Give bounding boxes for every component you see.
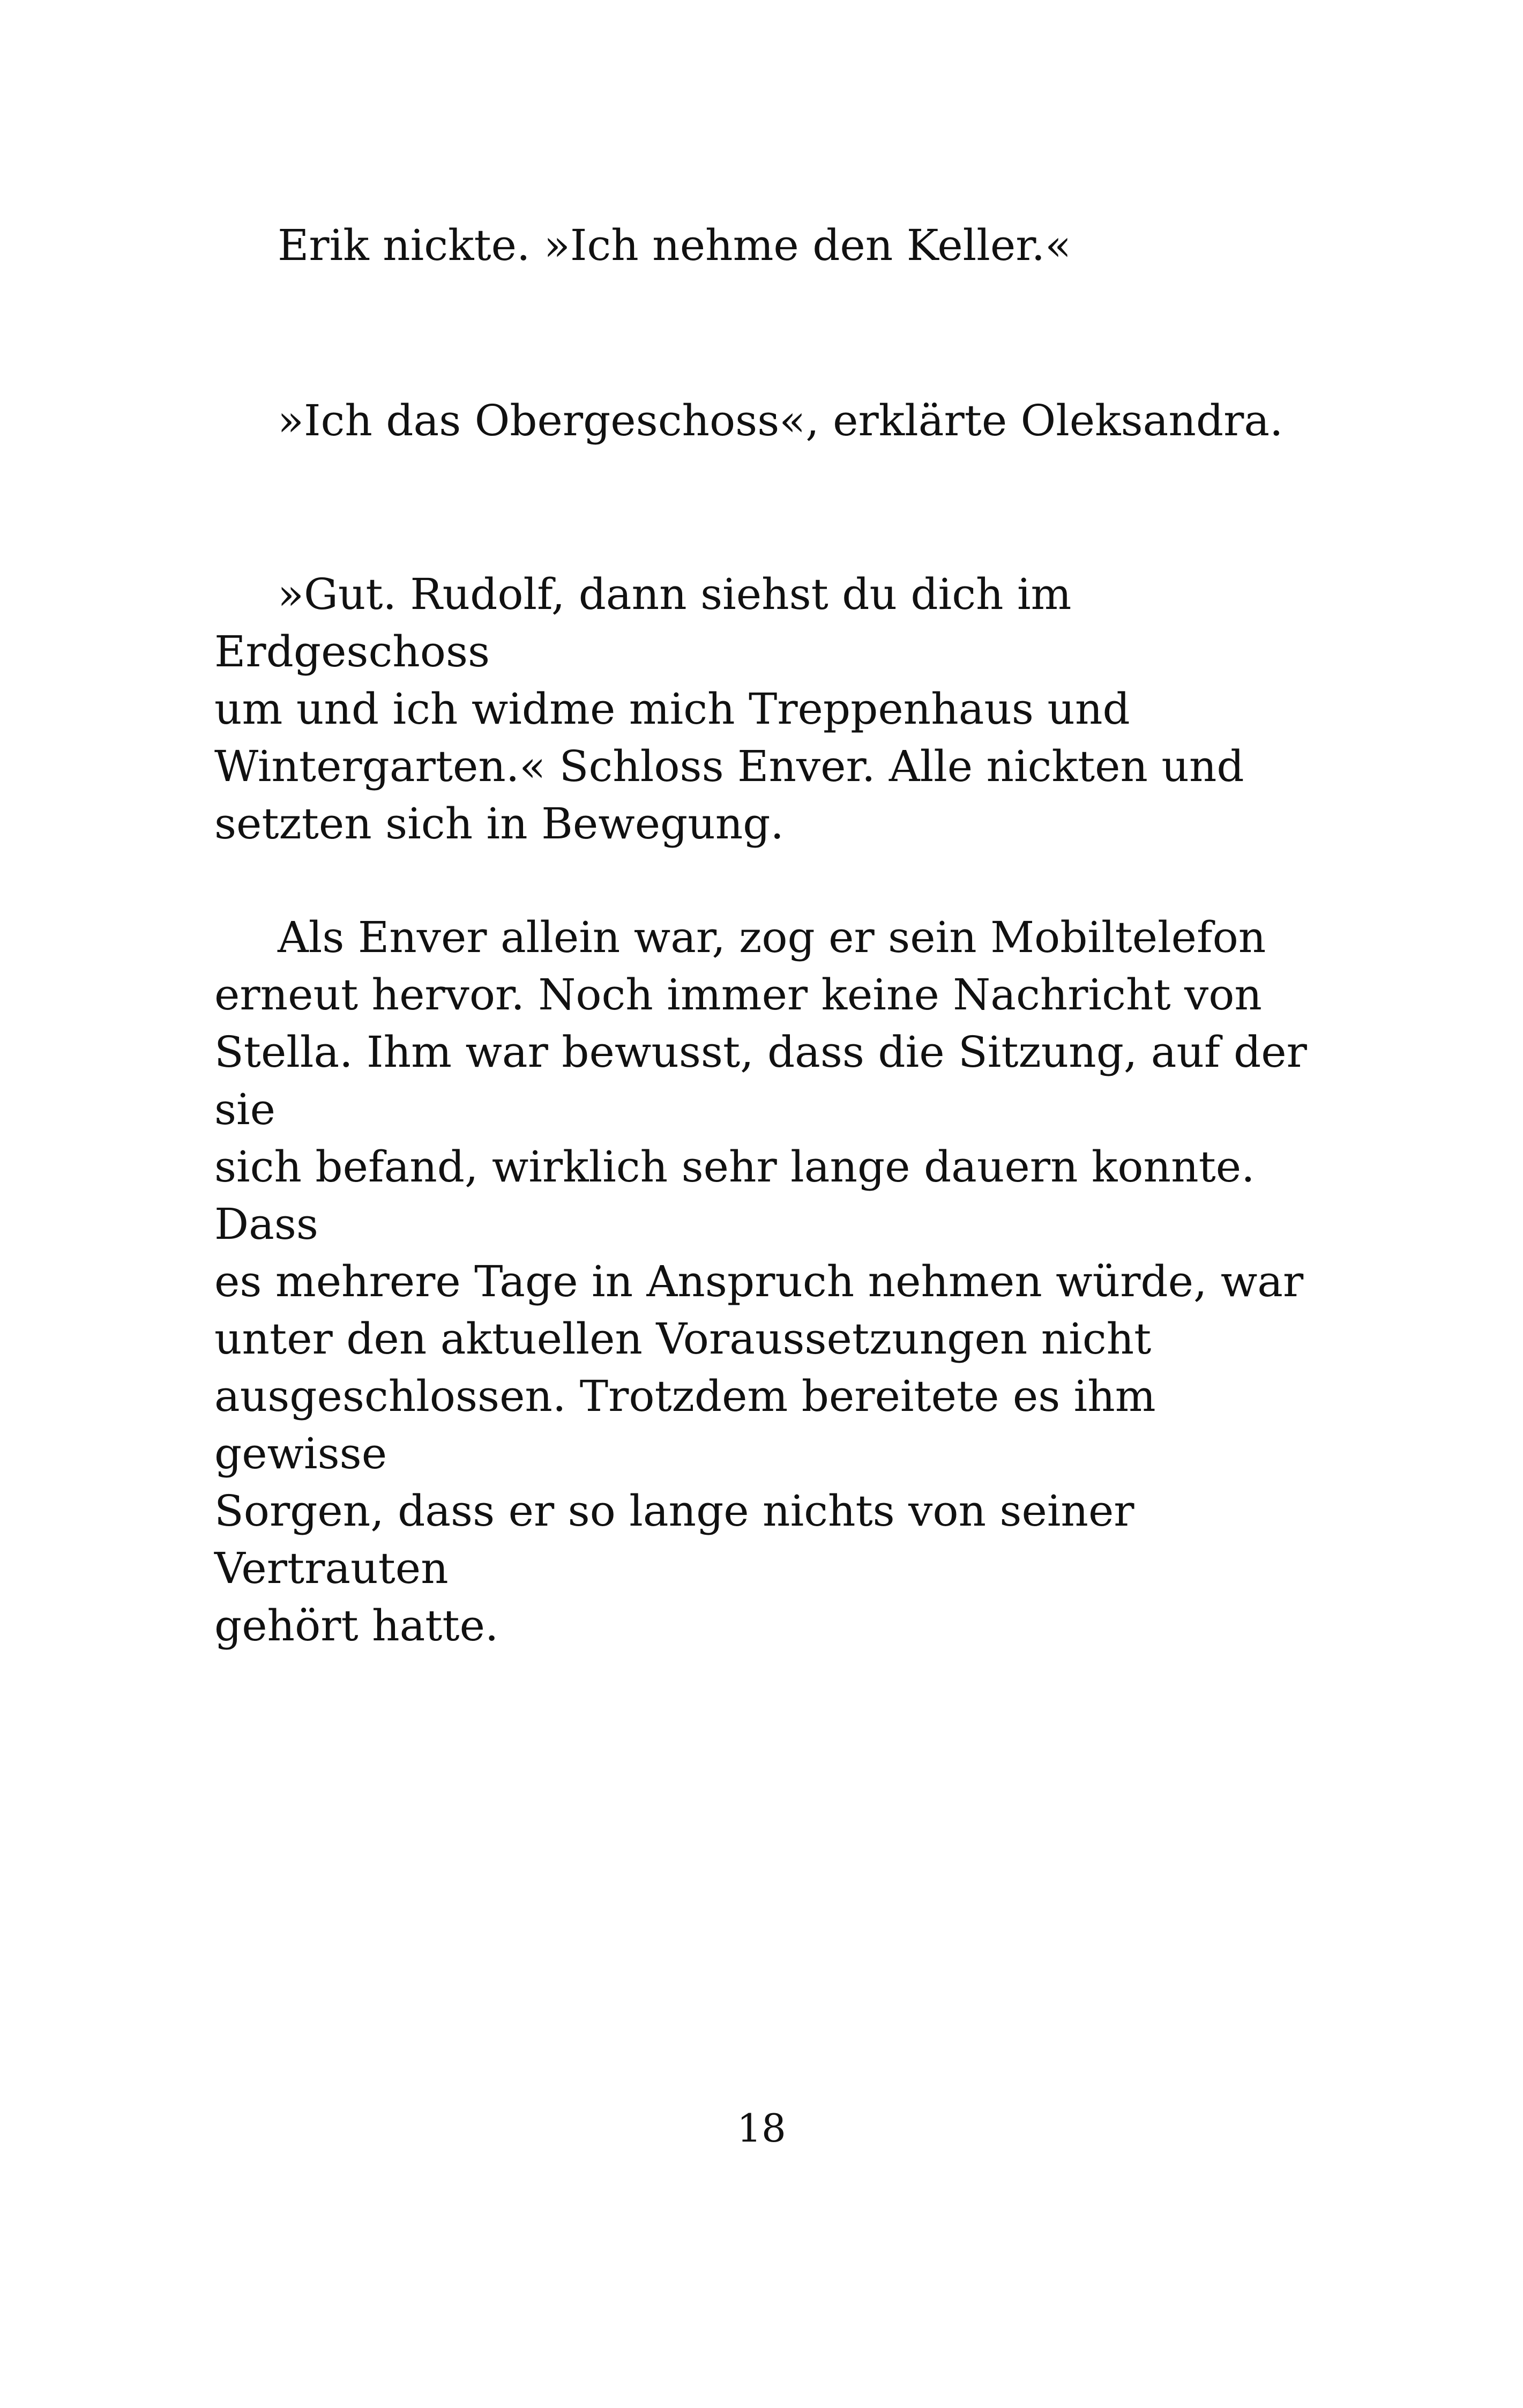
paragraph-3: »Gut. Rudolf, dann siehst du dich im Erdgeschoss um und ich widme mich Treppenhaus und Wintergarten.« Schloss Enver. Alle nickten und setzten sich in Bewegung. bbox=[214, 569, 1244, 849]
page-number: 18 bbox=[737, 2106, 786, 2151]
paragraph-4: Als Enver allein war, zog er sein Mobiltelefon erneut hervor. Noch immer keine Nachricht von Stella. Ihm war bewusst, dass die Sitzung, auf der sie sich befand, wirklich sehr lange dauern konnte. Dass es mehrere Tage in Anspruch nehmen würde, war unter den aktuellen Voraussetzungen nicht ausgeschlossen. Trotzdem bereitete es ihm gewisse Sorgen, dass er so lange nichts von seiner Vertrauten gehört hatte. bbox=[214, 912, 1307, 1651]
paragraph-2: »Ich das Obergeschoss«, erklärte Oleksandra. bbox=[278, 396, 1283, 445]
paragraph-1: Erik nickte. »Ich nehme den Keller.« bbox=[278, 220, 1072, 270]
